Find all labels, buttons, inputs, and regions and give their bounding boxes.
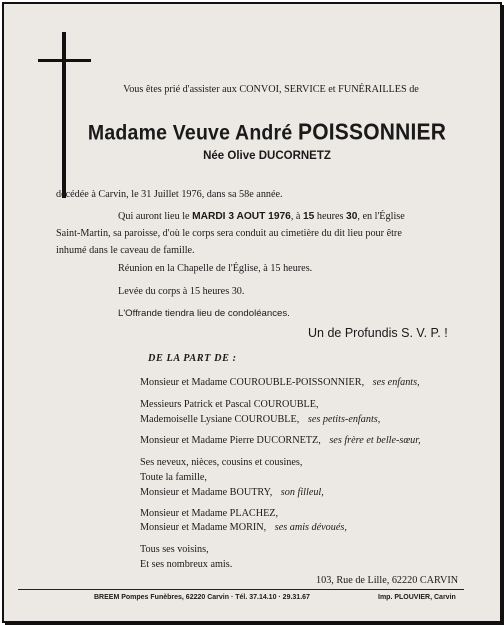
service-text-1: Qui auront lieu le (118, 211, 193, 222)
family-row (140, 487, 324, 498)
family-name: Monsieur et Madame COUROUBLE-POISSONNIER, (140, 377, 365, 388)
name-surname: POISSONNIER (298, 120, 447, 145)
name-prefix: Madame Veuve André (87, 121, 293, 145)
deceased-name (4, 120, 500, 146)
family-row (140, 472, 207, 483)
service-text-3: heures (314, 211, 347, 222)
family-name: Tous ses voisins, (140, 544, 209, 555)
family-row (140, 544, 209, 555)
cross-icon-bar (38, 59, 91, 62)
family-name: Monsieur et Madame BOUTRY, (140, 487, 273, 498)
family-row (140, 457, 302, 468)
family-row (140, 435, 421, 446)
family-name: Ses neveux, nièces, cousins et cousines, (140, 457, 303, 468)
footer-printer: Imp. PLOUVIER, Carvin (378, 594, 456, 601)
family-name: Messieurs Patrick et Pascal COUROUBLE, (140, 399, 319, 410)
service-line-3: inhumé dans le caveau de famille. (56, 245, 195, 256)
family-relation: son filleul, (280, 487, 324, 498)
service-hour: 15 (303, 211, 315, 222)
levee-line: Levée du corps à 15 heures 30. (118, 286, 245, 297)
family-row (140, 377, 420, 388)
part-heading: DE LA PART DE : (148, 353, 237, 364)
family-row (140, 522, 347, 533)
reunion-line: Réunion en la Chapelle de l'Église, à 15 heures. (118, 263, 313, 274)
family-row (140, 559, 232, 570)
service-text-2: , à (290, 211, 303, 222)
funeral-notice (4, 4, 500, 621)
family-name: Et ses nombreux amis. (140, 559, 233, 570)
family-name: Monsieur et Madame PLACHEZ, (140, 508, 279, 519)
family-name: Toute la famille, (140, 472, 207, 483)
cross-icon (62, 32, 66, 198)
service-line-2: Saint-Martin, sa paroisse, d'où le corps sera conduit au cimetière du dit lieu pour être (56, 228, 402, 239)
footer-undertaker: BREEM Pompes Funèbres, 62220 Carvin · Tél. 37.14.10 · 29.31.67 (94, 594, 310, 601)
family-relation: ses enfants, (372, 377, 420, 388)
family-name: Monsieur et Madame MORIN, (140, 522, 267, 533)
family-name: Mademoiselle Lysiane COUROUBLE, (140, 414, 300, 425)
family-relation: ses petits-enfants, (307, 414, 381, 425)
offrande-line: L'Offrande tiendra lieu de condoléances. (118, 308, 290, 319)
service-date: MARDI 3 AOUT 1976 (192, 211, 291, 222)
page-frame (2, 2, 502, 623)
death-line: décédée à Carvin, le 31 Juillet 1976, dans sa 58e année. (56, 189, 283, 200)
family-relation: ses amis dévoués, (274, 522, 347, 533)
address-line: 103, Rue de Lille, 62220 CARVIN (316, 575, 459, 586)
footer-divider (18, 589, 464, 590)
family-row (140, 399, 319, 410)
family-row (140, 414, 380, 425)
family-relation: ses frère et belle-sœur, (329, 435, 421, 446)
intro-line: Vous êtes prié d'assister aux CONVOI, SERVICE et FUNÉRAILLES de (123, 84, 419, 95)
maiden-name: Née Olive DUCORNETZ (203, 150, 331, 162)
family-name: Monsieur et Madame Pierre DUCORNETZ, (140, 435, 321, 446)
service-minutes: 30 (346, 211, 358, 222)
family-row (140, 508, 278, 519)
service-text-4: , en l'Église (357, 211, 405, 222)
service-paragraph (56, 208, 464, 259)
profundis-line: Un de Profundis S. V. P. ! (308, 326, 448, 340)
